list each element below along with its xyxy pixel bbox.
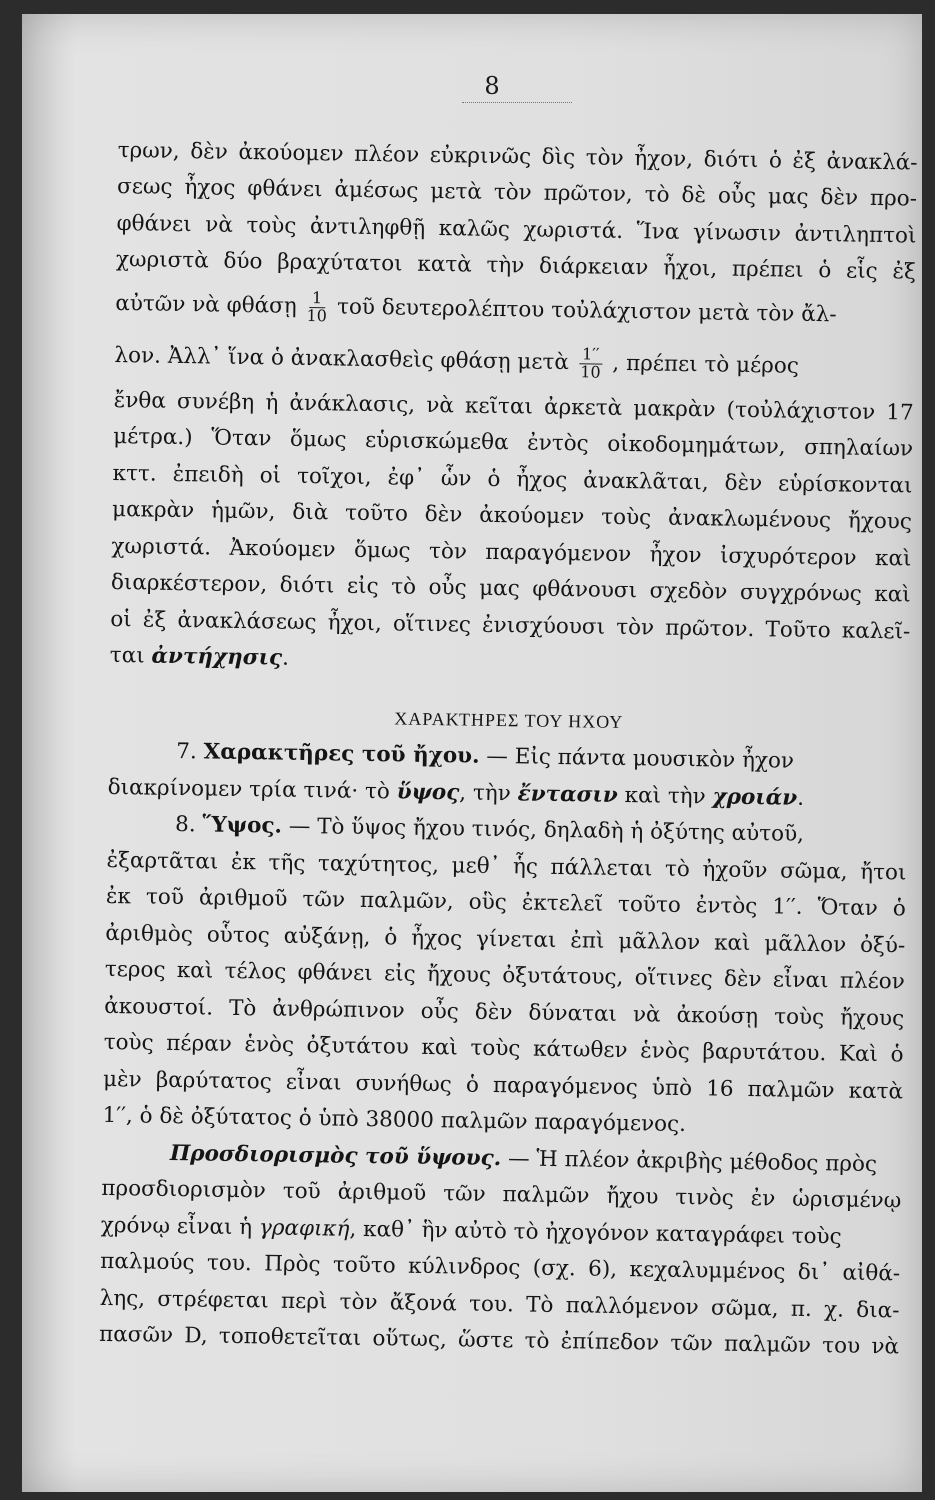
text-fragment: , τὴν (459, 779, 511, 806)
text-line: κττ. ἐπειδὴ οἱ τοῖχοι, ἐφ᾿ ὧν ὁ ἦχος ἀνακλᾶται, δὲν εὑρίσκονται (112, 460, 913, 499)
term: χροιάν (712, 783, 798, 811)
text-line: χωριστὰ δύο βραχύτατοι κατὰ τὴν διάρκειαν ἦχοι, πρέπει ὁ εἷς ἐξ (115, 246, 917, 285)
paragraph-title: Προσδιορισμὸς τοῦ ὕψους. (169, 1140, 502, 1171)
text-fragment: καὶ τὴν (624, 782, 706, 809)
page-number: 8 (484, 72, 500, 100)
text-line: τοὺς πέραν ἑνὸς ὀξυτάτου καὶ τοὺς κάτωθεν ἑνὸς βαρυτάτου. Καὶ ὁ (103, 1029, 904, 1068)
fraction-line-text: λον. Ἀλλ᾿ ἵνα ὁ ἀνακλασθεὶς φθάσῃ μετὰ (114, 343, 570, 376)
paragraph-number: 8. (174, 811, 196, 838)
text-line: ἀριθμὸς οὗτος αὐξάνῃ, ὁ ἦχος γίνεται ἐπὶ μᾶλλον καὶ μᾶλλον ὀξύ- (105, 920, 906, 958)
text-fragment: , καθ᾿ ἣν αὐτὸ τὸ ἠχογόνον καταγράφει τοὺς (349, 1216, 842, 1250)
text-line: χωριστά. Ἀκούομεν ὅμως τὸν παραγόμενον ἦχον ἰσχυρότερον καὶ (111, 533, 912, 572)
paragraph-number: 7. (176, 738, 197, 765)
text-fragment: — Εἰς πάντα μουσικὸν ἦχον (486, 743, 795, 774)
paragraph-title: Ὕψος. (202, 812, 283, 839)
text-line: ἔνθα συνέβη ἡ ἀνάκλασις, νὰ κεῖται ἀρκετὰ μακρὰν (τοὐλάχιστον 17 (113, 387, 914, 426)
text-fragment: . (797, 785, 805, 811)
term-antichisis: ἀντήχησις (151, 643, 283, 671)
header-rule (462, 102, 572, 103)
text-line: προσδιορισμὸν τοῦ ἀριθμοῦ τῶν παλμῶν ἤχου τινὸς ἐν ὡρισμένῳ (101, 1175, 902, 1214)
paragraph-title: Χαρακτῆρες τοῦ ἤχου. (203, 739, 480, 769)
term: ἔντασιν (517, 780, 619, 808)
fraction (579, 346, 603, 381)
text-line: φθάνει νὰ τοὺς ἀντιληφθῇ καλῶς χωριστά. Ἵνα γίνωσιν ἀντιληπτοὶ (116, 210, 917, 249)
text-line: ἐκ τοῦ ἀριθμοῦ τῶν παλμῶν, οὓς ἐκτελεῖ τοῦτο ἐντὸς 1′′. Ὅταν ὁ (105, 883, 907, 922)
text-line: ἀκουστοί. Τὸ ἀνθρώπινον οὖς δὲν δύναται νὰ ἀκούσῃ τοὺς ἤχους (104, 993, 905, 1031)
text-line: μέτρα.) Ὅταν ὅμως εὑρισκώμεθα ἐντὸς οἰκοδομημάτων, σπηλαίων (113, 423, 914, 462)
text-line: 1′′, ὁ δὲ ὀξύτατος ὁ ὑπὸ 38000 παλμῶν παραγόμενος. (102, 1102, 687, 1138)
fraction-numerator: 1′′ (579, 346, 603, 364)
text-fragment: — Ἡ πλέον ἀκριβὴς μέθοδος πρὸς (507, 1145, 878, 1177)
term: γραφική (258, 1214, 350, 1242)
text-line: μακρὰν ἡμῶν, διὰ τοῦτο δὲν ἀκούομεν τοὺς ἀνακλωμένους ἤχους (111, 496, 913, 535)
text-fragment: ται (109, 642, 145, 669)
text-line: παλμούς του. Πρὸς τοῦτο κύλινδρος (σχ. 6), κεχαλυμμένος δι᾿ αἰθά- (100, 1248, 901, 1287)
text-line: μὲν βαρύτατος εἶναι συνήθως ὁ παραγόμενος ὑπὸ 16 παλμῶν κατὰ (102, 1066, 904, 1104)
term: ὕψος (396, 778, 460, 805)
text-line: πασῶν D, τοποθετεῖται οὕτως, ὥστε τὸ ἐπίπεδον τῶν παλμῶν του νὰ (98, 1321, 900, 1360)
fraction-line-text: τοῦ δευτερολέπτου τοὐλάχιστον μετὰ τὸν ἄλ- (336, 294, 837, 328)
text-fragment: . (281, 645, 290, 671)
fraction (306, 287, 328, 325)
text-line: τρων, δὲν ἀκούομεν πλέον εὐκρινῶς δὶς τὸν ἦχον, διότι ὁ ἐξ ἀνακλά- (117, 137, 918, 176)
text-line: ἐξαρτᾶται ἐκ τῆς ταχύτητος, μεθ᾿ ἧς πάλλεται τὸ ἠχοῦν σῶμα, ἤτοι (106, 847, 907, 885)
fraction-line-text: , πρέπει τὸ μέρος (612, 351, 800, 379)
text-line: διαρκέστερον, διότι εἰς τὸ οὖς μας φθάνουσι σχεδὸν συγχρόνως καὶ (110, 569, 911, 608)
fraction-denominator: 10 (306, 305, 328, 325)
fraction-line-text: αὐτῶν νὰ φθάσῃ (115, 291, 297, 320)
page-body (99, 132, 918, 1365)
text-fragment: χρόνῳ εἶναι ἡ (100, 1212, 253, 1240)
fraction-numerator: 1 (309, 290, 325, 308)
text-fragment: διακρίνομεν τρία τινά· τὸ (107, 774, 391, 804)
text-line: σεως ἦχος φθάνει ἀμέσως μετὰ τὸν πρῶτον, τὸ δὲ οὖς μας δὲν προ- (116, 173, 918, 212)
text-line: λης, στρέφεται περὶ τὸν ἄξονά του. Τὸ παλλόμενον σῶμα, π. χ. δια- (99, 1285, 900, 1323)
text-fragment: — Τὸ ὕψος ἤχου τινός, δηλαδὴ ἡ ὀξύτης αὐτοῦ, (288, 813, 805, 847)
book-page (22, 14, 922, 1492)
fraction-denominator: 10 (580, 361, 601, 382)
text-line: οἱ ἐξ ἀνακλάσεως ἦχοι, οἵτινες ἐνισχύουσι τὸν πρῶτον. Τοῦτο καλεῖ- (110, 606, 911, 645)
text-line: τερος καὶ τέλος φθάνει εἰς ἤχους ὀξυτάτους, οἵτινες δὲν εἶναι πλέον (104, 956, 905, 995)
section-heading: ΧΑΡΑΚΤΗΡΕΣ ΤΟΥ ΗΧΟΥ (394, 708, 624, 733)
